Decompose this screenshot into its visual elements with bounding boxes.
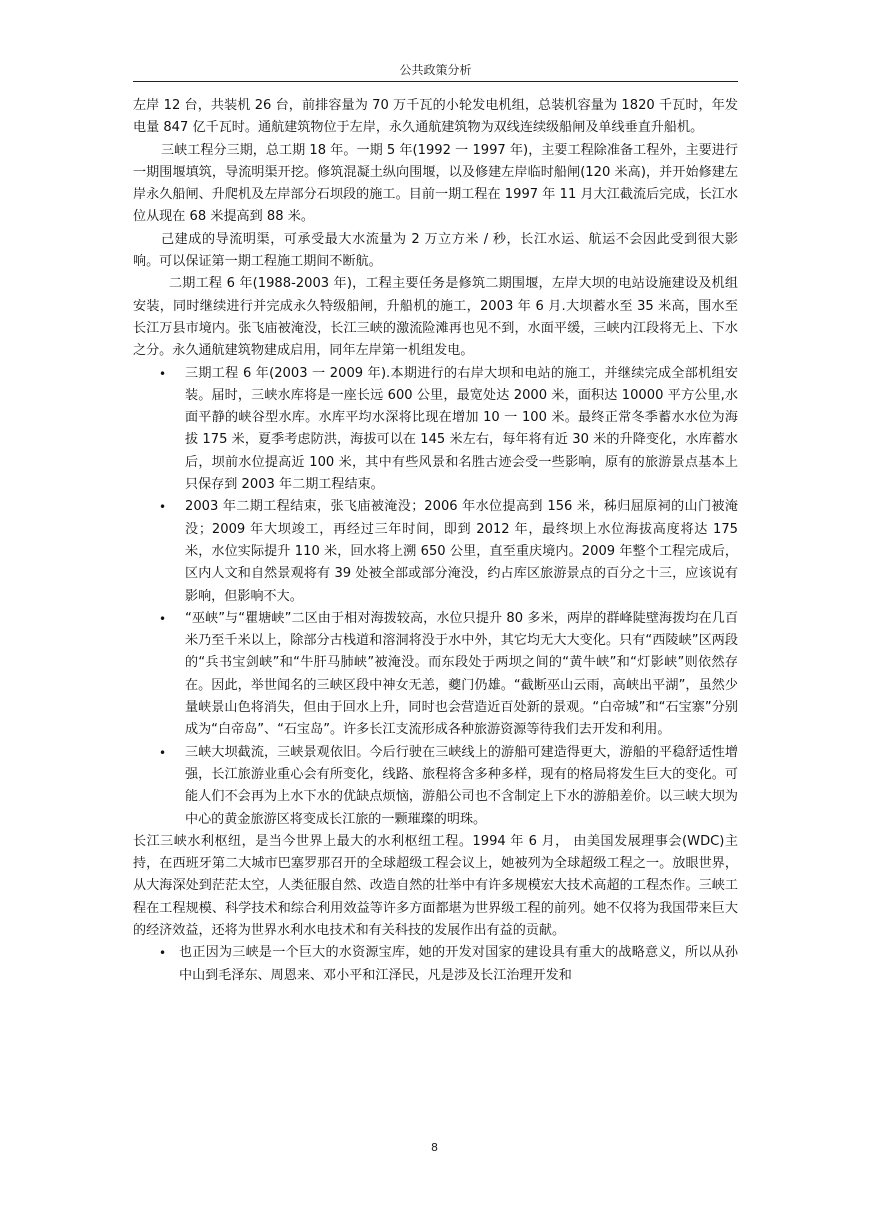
paragraph-3: 己建成的导流明渠，可承受最大水流量为 2 万立方米 / 秒，长江水运、航运不会因此受到很大影响。可以保证第一期工程施工期间不断航。 <box>133 231 738 270</box>
document-body <box>133 95 738 987</box>
bullet-icon: • <box>159 611 167 626</box>
list-item <box>133 942 738 987</box>
list-item <box>133 496 738 607</box>
paragraph-5: 长江三峡水利枢纽，是当今世界上最大的水利枢纽工程。1994 年 6 月， 由美国发展理事会(WDC)主持，在西班牙第二大城市巴塞罗那召开的全球超级工程会议上，她被列为全球超级工程之一。放眼世界，从大海深处到茫茫太空，人类征服自然、改造自然的壮举中有许多规模宏大技术高超的工程杰作。三峡工程在工程规模、科学技术和综合利用效益等许多方面都堪为世界级工程的前列。她不仅将为我国带来巨大的经济效益，还将为世界水利水电技术和有关科技的发展作出有益的贡献。 <box>133 833 738 938</box>
list-item <box>133 608 738 742</box>
list-item-text: 也正因为三峡是一个巨大的水资源宝库，她的开发对国家的建设具有重大的战略意义，所以从孙中山到毛泽东、周恩来、邓小平和江泽民，凡是涉及长江治理开发和 <box>179 945 738 983</box>
bullet-list <box>133 363 738 831</box>
paragraph-1: 左岸 12 台，共装机 26 台，前排容量为 70 万千瓦的小轮发电机组，总装机容量为 1820 千瓦时，年发电量 847 亿千瓦时。通航建筑物位于左岸，永久通航建筑物为双线连续级船闸及单线垂直升船机。 <box>133 98 738 136</box>
bullet-icon: • <box>159 745 167 760</box>
bullet-icon: • <box>159 500 167 515</box>
list-item-text: 三峡大坝截流，三峡景观依旧。今后行驶在三峡线上的游船可建造得更大，游船的平稳舒适性增强，长江旅游业重心会有所变化，线路、旅程将含多种多样，现有的格局将发生巨大的变化。可能人们不会再为上水下水的优缺点烦恼，游船公司也不含制定上下水的游船差价。以三峡大坝为中心的黄金旅游区将变成长江旅的一颗璀璨的明珠。 <box>185 744 738 827</box>
list-item-text: 三期工程 6 年(2003 一 2009 年).本期进行的右岸大坝和电站的施工，并继续完成全部机组安装。届时，三峡水库将是一座长远 600 公里，最宽处达 2000 米，面积达 10000 平方公里,水面平静的峡谷型水库。水库平均水深将比现在增加 10 一 100 米。最终正常冬季蓄水水位为海拔 175 米，夏季考虑防洪，海拔可以在 145 米左右，每年将有近 30 米的升降变化，水库蓄水后，坝前水位提高近 100 米，其中有些风景和名胜古迹会受一些影响，原有的旅游景点基本上只保存到 2003 年二期工程结束。 <box>185 365 738 493</box>
page-number: 8 <box>431 1141 438 1154</box>
list-item <box>133 363 738 497</box>
paragraph-4: 二期工程 6 年(1988-2003 年)，工程主要任务是修筑二期围堰，左岸大坝的电站设施建设及机组安装，同时继续进行并完成永久特级船闸，升船机的施工，2003 年 6 月.大坝蓄水至 35 米高，围水至长江万县市境内。张飞庙被淹没，长江三峡的激流险滩再也见不到，水面平缓，三峡内江段将无上、下水之分。永久通航建筑物建成启用，同年左岸第一机组发电。 <box>133 276 738 359</box>
list-item-text: “巫峡”与“瞿塘峡”二区由于相对海拨较高，水位只提升 80 多米，两岸的群峰陡壁海拨均在几百米乃至千米以上，除部分古栈道和溶洞将没于水中外，其它均无大大变化。只有“西陵峡”区两段的“兵书宝剑峡”和“牛肝马肺峡”被淹没。而东段处于两坝之间的“黄牛峡”和“灯影峡”则依然存在。因此，举世闻名的三峡区段中神女无恙，夔门仍雄。“截断巫山云雨，高峡出平湖”，虽然少量峡景山色将消失，但由于回水上升，同时也会营造近百处新的景观。“白帝城”和“石宝寨”分别成为“白帝岛”、“石宝岛”。许多长江支流形成各种旅游资源等待我们去开发和利用。 <box>185 610 738 738</box>
bullet-icon: • <box>159 946 167 961</box>
bullet-icon: • <box>159 366 167 381</box>
page-header: 公共政策分析 <box>133 60 738 82</box>
bullet-list-2 <box>133 942 738 987</box>
paragraph-2: 三峡工程分三期，总工期 18 年。一期 5 年(1992 一 1997 年)，主要工程除准备工程外，主要进行一期围堰填筑，导流明渠开挖。修筑混凝土纵向围堰，以及修建左岸临时船闸(120 米高)，并开始修建左岸永久船闸、升爬机及左岸部分石坝段的施工。目前一期工程在 1997 年 11 月大江截流后完成，长江水位从现在 68 米提高到 88 米。 <box>133 142 738 225</box>
list-item <box>133 742 738 831</box>
list-item-text: 2003 年二期工程结束，张飞庙被淹没；2006 年水位提高到 156 米，秭归屈原祠的山门被淹没；2009 年大坝竣工，再经过三年时间，即到 2012 年，最终坝上水位海拔高度将达 175 米，水位实际提升 110 米，回水将上溯 650 公里，直至重庆境内。2009 年整个工程完成后，区内人文和自然景观将有 39 处被全部或部分淹没，约占库区旅游景点的百分之十三，应该说有影响，但影响不大。 <box>185 499 738 604</box>
